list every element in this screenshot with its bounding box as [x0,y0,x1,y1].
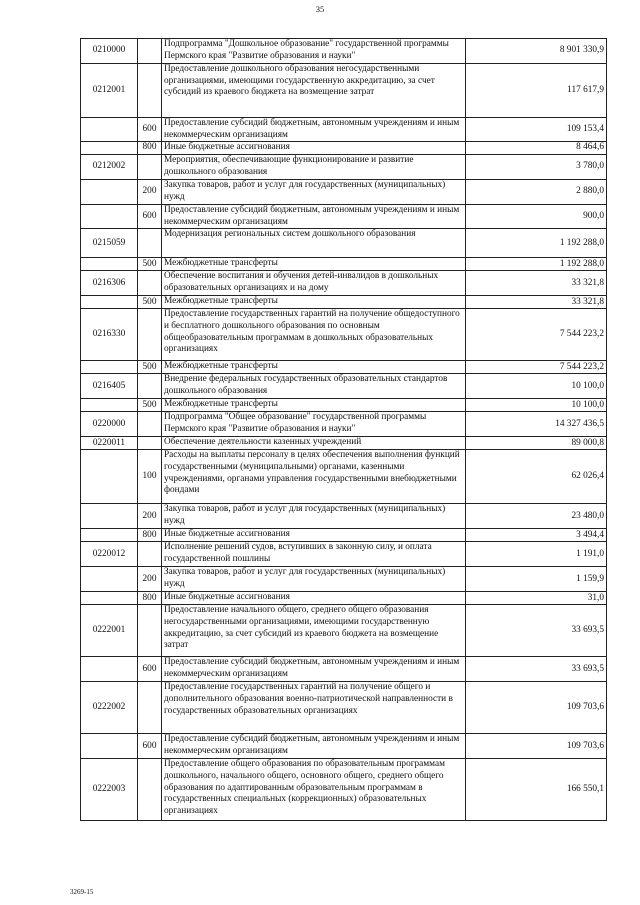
amount-cell: 1 192 288,0 [466,229,607,258]
expense-type-cell [138,412,162,437]
table-row [81,229,607,258]
page-number: 35 [315,4,325,14]
expense-type-cell [138,309,162,361]
code-cell [81,118,138,142]
expense-type-cell: 800 [138,529,162,542]
item-name-cell: Предоставление государственных гарантий на получение общедоступного и бесплатного дошкольного образования по основным общеобразовательным программам в дошкольных образовательных организациях [162,309,466,361]
expense-type-cell: 500 [138,399,162,412]
expense-type-cell: 200 [138,504,162,529]
expense-type-cell [138,542,162,567]
code-cell [81,734,138,759]
item-name-cell: Модернизация региональных систем дошкольного образования [162,229,466,258]
code-cell [81,657,138,682]
code-cell: 0212001 [81,64,138,118]
expense-type-cell: 600 [138,734,162,759]
code-cell [81,592,138,605]
amount-cell: 3 494,4 [466,529,607,542]
table-row [81,39,607,64]
table-row [81,734,607,759]
table-row [81,155,607,180]
code-cell [81,142,138,155]
table-row [81,374,607,399]
code-cell: 0216306 [81,271,138,296]
code-cell: 0210000 [81,39,138,64]
expense-type-cell [138,229,162,258]
expense-type-cell: 800 [138,592,162,605]
code-cell: 0216330 [81,309,138,361]
amount-cell: 10 100,0 [466,399,607,412]
expense-type-cell: 200 [138,180,162,205]
expense-type-cell: 500 [138,361,162,374]
code-cell: 0222002 [81,682,138,734]
item-name-cell: Предоставление общего образования по образовательным программам дошкольного, начального общего, основного общего, среднего общего образования по адаптированным образовательным программам в государственных специальных (коррекционных) образовательных организациях [162,759,466,821]
item-name-cell: Предоставление субсидий бюджетным, автономным учреждениям и иным некоммерческим организациям [162,205,466,229]
expense-type-cell: 800 [138,142,162,155]
amount-cell: 23 480,0 [466,504,607,529]
table-row [81,296,607,309]
table-row [81,361,607,374]
item-name-cell: Предоставление субсидий бюджетным, автономным учреждениям и иным некоммерческим организациям [162,734,466,759]
table-row [81,682,607,734]
expense-type-cell [138,437,162,450]
table-row [81,542,607,567]
table-row [81,529,607,542]
item-name-cell: Расходы на выплаты персоналу в целях обеспечения выполнения функций государственными (муниципальными) органами, казенными учреждениями, органами управления государственными внебюджетными фондами [162,450,466,504]
table-row [81,205,607,229]
expense-type-cell [138,271,162,296]
expense-type-cell: 600 [138,657,162,682]
table-row [81,504,607,529]
code-cell [81,258,138,271]
item-name-cell: Закупка товаров, работ и услуг для государственных (муниципальных) нужд [162,180,466,205]
amount-cell: 10 100,0 [466,374,607,399]
amount-cell: 7 544 223,2 [466,361,607,374]
item-name-cell: Предоставление начального общего, среднего общего образования негосударственными организациями, имеющими государственную аккредитацию, за счет субсидий из краевого бюджета на возмещение затрат [162,605,466,657]
item-name-cell: Предоставление дошкольного образования негосударственными организациями, имеющими государственную аккредитацию, за счет субсидий из краевого бюджета на возмещение затрат [162,64,466,118]
amount-cell: 14 327 436,5 [466,412,607,437]
item-name-cell: Межбюджетные трансферты [162,258,466,271]
code-cell: 0216405 [81,374,138,399]
expense-type-cell [138,374,162,399]
table-row [81,180,607,205]
item-name-cell: Межбюджетные трансферты [162,361,466,374]
table-row [81,759,607,821]
code-cell: 0220012 [81,542,138,567]
item-name-cell: Обеспечение воспитания и обучения детей-инвалидов в дошкольных образовательных организациях и на дому [162,271,466,296]
amount-cell: 31,0 [466,592,607,605]
item-name-cell: Предоставление государственных гарантий на получение общего и дополнительного образования военно-патриотической направленности в государственных образовательных организациях [162,682,466,734]
code-cell [81,529,138,542]
item-name-cell: Подпрограмма "Общее образование" государственной программы Пермского края "Развитие образования и науки" [162,412,466,437]
code-cell [81,296,138,309]
amount-cell: 900,0 [466,205,607,229]
expense-type-cell: 100 [138,450,162,504]
table-row [81,412,607,437]
code-cell: 0220011 [81,437,138,450]
code-cell [81,450,138,504]
item-name-cell: Межбюджетные трансферты [162,296,466,309]
amount-cell: 89 000,8 [466,437,607,450]
expense-type-cell [138,64,162,118]
code-cell: 0220000 [81,412,138,437]
item-name-cell: Предоставление субсидий бюджетным, автономным учреждениям и иным некоммерческим организациям [162,657,466,682]
amount-cell: 33 693,5 [466,605,607,657]
item-name-cell: Подпрограмма "Дошкольное образование" государственной программы Пермского края "Развитие образования и науки" [162,39,466,64]
table-row [81,592,607,605]
amount-cell: 1 159,9 [466,567,607,592]
table-row [81,64,607,118]
item-name-cell: Закупка товаров, работ и услуг для государственных (муниципальных) нужд [162,567,466,592]
amount-cell: 8 464,6 [466,142,607,155]
amount-cell: 109 703,6 [466,734,607,759]
table-row [81,567,607,592]
expense-type-cell: 600 [138,118,162,142]
footer-code: 3269-15 [70,888,94,896]
amount-cell: 109 153,4 [466,118,607,142]
expense-type-cell [138,605,162,657]
amount-cell: 117 617,9 [466,64,607,118]
table-row [81,118,607,142]
amount-cell: 33 321,8 [466,271,607,296]
code-cell [81,504,138,529]
amount-cell: 109 703,6 [466,682,607,734]
expense-type-cell: 200 [138,567,162,592]
item-name-cell: Предоставление субсидий бюджетным, автономным учреждениям и иным некоммерческим организациям [162,118,466,142]
item-name-cell: Межбюджетные трансферты [162,399,466,412]
amount-cell: 33 321,8 [466,296,607,309]
code-cell [81,205,138,229]
code-cell: 0222003 [81,759,138,821]
code-cell: 0212002 [81,155,138,180]
amount-cell: 1 191,0 [466,542,607,567]
item-name-cell: Внедрение федеральных государственных образовательных стандартов дошкольного образования [162,374,466,399]
expense-type-cell [138,155,162,180]
expense-type-cell: 500 [138,296,162,309]
item-name-cell: Закупка товаров, работ и услуг для государственных (муниципальных) нужд [162,504,466,529]
amount-cell: 7 544 223,2 [466,309,607,361]
budget-table [80,38,607,821]
code-cell [81,567,138,592]
expense-type-cell [138,682,162,734]
expense-type-cell: 500 [138,258,162,271]
amount-cell: 166 550,1 [466,759,607,821]
amount-cell: 1 192 288,0 [466,258,607,271]
table-row [81,399,607,412]
item-name-cell: Исполнение решений судов, вступивших в законную силу, и оплата государственной пошлины [162,542,466,567]
table-row [81,450,607,504]
item-name-cell: Обеспечение деятельности казенных учреждений [162,437,466,450]
amount-cell: 8 901 330,9 [466,39,607,64]
amount-cell: 2 880,0 [466,180,607,205]
amount-cell: 62 026,4 [466,450,607,504]
item-name-cell: Мероприятия, обеспечивающие функционирование и развитие дошкольного образования [162,155,466,180]
table-row [81,258,607,271]
table-row [81,437,607,450]
amount-cell: 33 693,5 [466,657,607,682]
table-row [81,271,607,296]
table-row [81,142,607,155]
code-cell: 0222001 [81,605,138,657]
item-name-cell: Иные бюджетные ассигнования [162,529,466,542]
code-cell [81,361,138,374]
table-row [81,605,607,657]
code-cell [81,399,138,412]
item-name-cell: Иные бюджетные ассигнования [162,142,466,155]
item-name-cell: Иные бюджетные ассигнования [162,592,466,605]
code-cell [81,180,138,205]
expense-type-cell [138,39,162,64]
amount-cell: 3 780,0 [466,155,607,180]
expense-type-cell [138,759,162,821]
table-row [81,657,607,682]
code-cell: 0215059 [81,229,138,258]
expense-type-cell: 600 [138,205,162,229]
table-row [81,309,607,361]
